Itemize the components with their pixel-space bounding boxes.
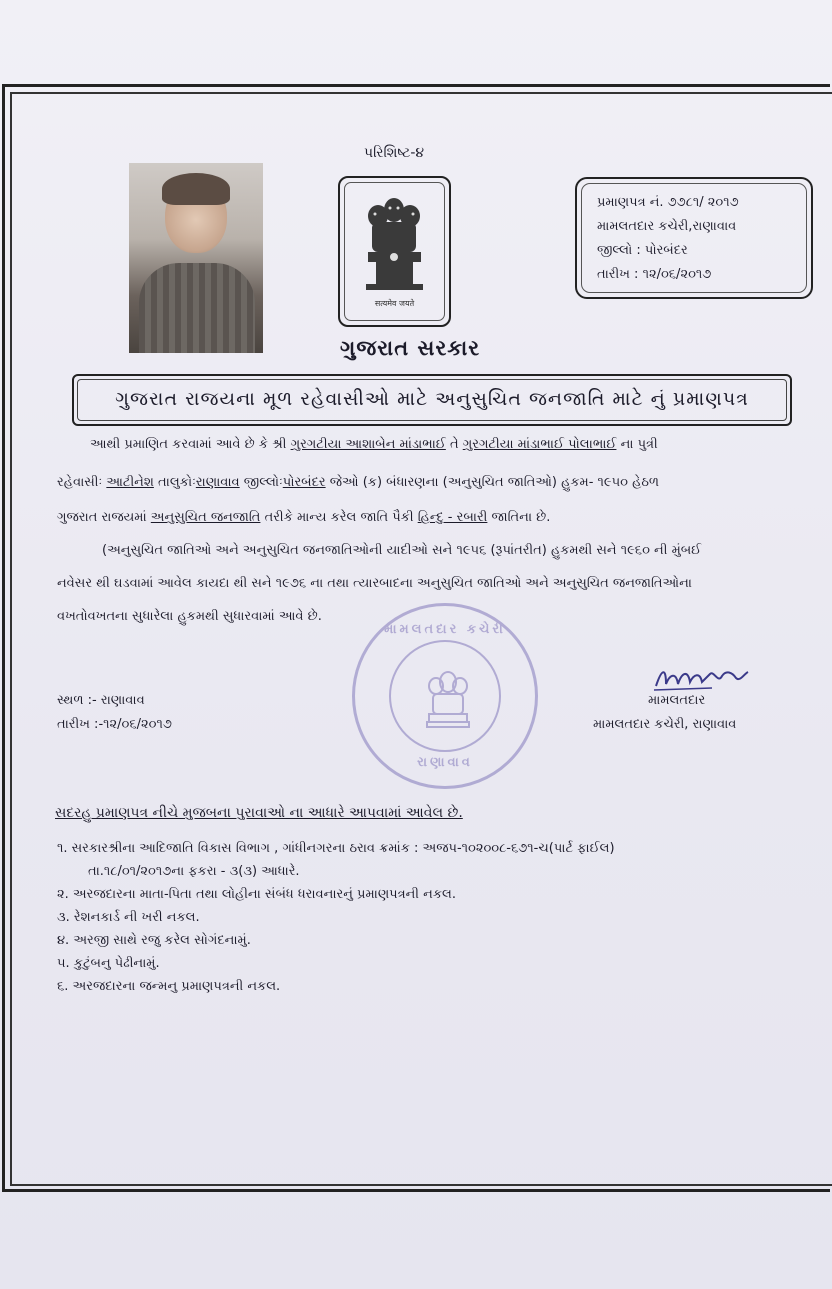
body-line-1	[90, 437, 658, 452]
emblem-motto: सत्यमेव जयते	[374, 299, 415, 308]
basis-heading: સદરહુ પ્રમાણપત્ર નીચે મુજબના પુરાવાઓ ના આધારે આપવામાં આવેલ છે.	[55, 805, 463, 821]
basis-item-6: ૬. અરજદારના જન્મનુ પ્રમાણપત્રની નકલ.	[57, 979, 281, 994]
body-line-6: વખતોવખતના સુધારેલા હુકમથી સુધારવામાં આવે છે.	[57, 609, 322, 624]
body-text: જાતિના છે.	[487, 510, 551, 525]
stamp-emblem-icon	[423, 668, 473, 730]
office-stamp	[352, 603, 538, 789]
certificate-info-box	[575, 177, 813, 299]
body-text: આથી પ્રમાણિત કરવામાં આવે છે કે શ્રી	[90, 437, 291, 452]
body-text: જેઓ (ક) બંધારણના (અનુસુચિત જાતિઓ) હુકમ- ૧૯૫૦ હેઠળ	[325, 475, 660, 490]
certificate-title-box	[72, 374, 792, 426]
caste: હિન્દુ - રબારી	[417, 510, 488, 525]
stamp-top-text: મામલતદાર કચેરી	[384, 622, 506, 637]
body-text: તે	[445, 437, 463, 452]
basis-item-3: ૩. રેશનકાર્ડ ની ખરી નકલ.	[57, 910, 200, 925]
government-name: ગુજરાત સરકાર	[340, 336, 481, 360]
applicant-name: ગુરગટીયા આશાબેન માંડાભાઈ	[290, 437, 446, 452]
body-line-3	[57, 510, 550, 525]
basis-item-4: ૪. અરજી સાથે રજુ કરેલ સોગંદનામું.	[57, 933, 251, 948]
district: જીલ્લો : પોરબંદર	[597, 243, 688, 258]
body-text: ગુજરાત રાજયમાં	[57, 510, 151, 525]
ashoka-emblem-icon	[358, 190, 431, 294]
appendix-label: પરિશિષ્ટ-૪	[364, 145, 425, 161]
body-text: તરીકે માન્ય કરેલ જાતિ પૈકી	[260, 510, 418, 525]
issue-date: તારીખ :-૧૨/૦૬/૨૦૧૭	[57, 717, 172, 732]
basis-item-2: ૨. અરજદારના માતા-પિતા તથા લોહીના સંબંધ ધરાવનારનું પ્રમાણપત્રની નકલ.	[57, 887, 456, 902]
body-line-5: નવેસર થી ઘડવામાં આવેલ કાયદા થી સને ૧૯૭૬ ના તથા ત્યારબાદના અનુસુચિત જાતિઓ અને અનુસુચિત જનજાતિઓના	[57, 576, 692, 591]
body-text: તાલુકોઃ	[153, 475, 196, 490]
category: અનુસુચિત જનજાતિ	[150, 510, 261, 525]
basis-item-1-cont: તા.૧૮/૦૧/૨૦૧૭ના ફકરા - ૩(૩) આધારે.	[88, 864, 300, 879]
place: સ્થળ :- રાણાવાવ	[57, 693, 145, 708]
body-text: જીલ્લોઃ	[239, 475, 283, 490]
father-name: ગુરગટીયા માંડાભાઈ પોલાભાઈ	[462, 437, 617, 452]
officer-signature	[652, 664, 752, 694]
certificate-title: ગુજરાત રાજયના મૂળ રહેવાસીઓ માટે અનુસુચિત જનજાતિ માટે નું પ્રમાણપત્ર	[115, 388, 749, 410]
basis-item-5: ૫. કુટુંબનુ પેઢીનામું.	[57, 956, 160, 971]
taluka: રાણાવાવ	[195, 475, 240, 490]
body-text: રહેવાસીઃ	[57, 475, 107, 490]
body-line-4: (અનુસુચિત જાતિઓ અને અનુસુચિત જનજાતિઓની યાદીઓ સને ૧૯૫૬ (રૂપાંતરીત) હુકમથી સને ૧૯૬૦ ની મુંબઈ	[102, 543, 702, 558]
officer-designation: મામલતદાર	[648, 693, 706, 708]
issuing-office: મામલતદાર કચેરી,રાણાવાવ	[597, 219, 737, 234]
state-emblem	[338, 176, 451, 327]
certificate-number: પ્રમાણપત્ર નં. ૭૭૮૧/ ૨૦૧૭	[597, 195, 739, 210]
certificate-date: તારીખ : ૧૨/૦૬/૨૦૧૭	[597, 267, 712, 282]
basis-item-1: ૧. સરકારશ્રીના આદિજાતિ વિકાસ વિભાગ , ગાંધીનગરના ઠરાવ ક્રમાંક : અજપ-૧૦૨૦૦૮-૬૭૧-ચ(પાર્ટ ફાઈલ)	[57, 841, 615, 856]
officer-office: મામલતદાર કચેરી, રાણાવાવ	[593, 717, 737, 732]
body-text: ના પુત્રી	[616, 437, 658, 452]
applicant-photo	[129, 163, 263, 353]
district-name: પોરબંદર	[282, 475, 326, 490]
stamp-bottom-text: રાણાવાવ	[417, 755, 473, 770]
village: આટીનેશ	[106, 475, 154, 490]
body-line-2	[57, 475, 659, 490]
